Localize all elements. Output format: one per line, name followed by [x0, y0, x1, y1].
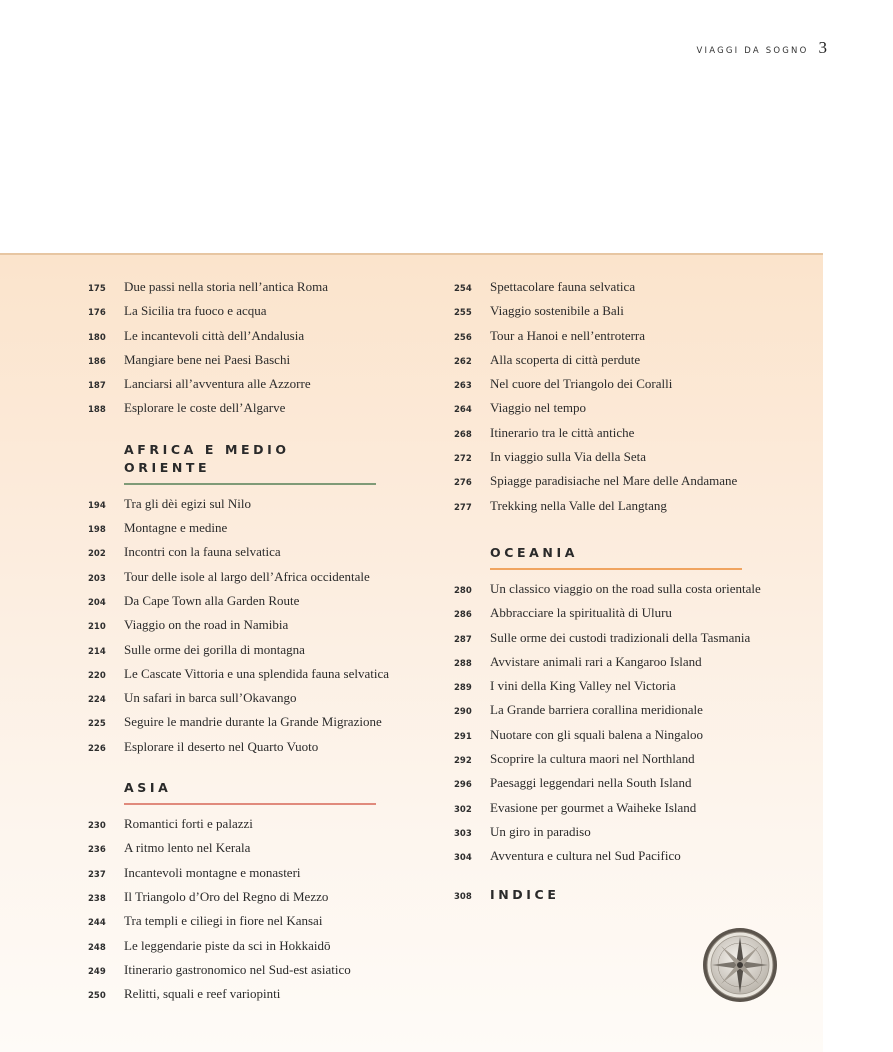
- toc-entry-page: 187: [88, 381, 106, 392]
- toc-entry[interactable]: [454, 425, 814, 449]
- toc-entry-title: Nel cuore del Triangolo dei Coralli: [490, 376, 673, 392]
- toc-entry-title: Mangiare bene nei Paesi Baschi: [124, 351, 291, 367]
- toc-entry-title: Da Cape Town alla Garden Route: [124, 592, 300, 608]
- toc-entry-page: 286: [454, 610, 472, 621]
- toc-group-asia-continued: [454, 279, 814, 522]
- toc-entry-page: 214: [88, 646, 106, 657]
- toc-entry[interactable]: [454, 702, 814, 726]
- toc-entry[interactable]: [454, 376, 814, 400]
- toc-entry[interactable]: [88, 496, 448, 520]
- toc-entry-title: Abbracciare la spiritualità di Uluru: [490, 605, 672, 621]
- toc-entry-page: 304: [454, 853, 472, 864]
- toc-entry-title: Itinerario gastronomico nel Sud-est asiatico: [124, 961, 351, 977]
- toc-entry[interactable]: [88, 544, 448, 568]
- section-heading-africa: [124, 441, 376, 485]
- toc-entry-page: 255: [454, 308, 472, 319]
- toc-entry-title: Sulle orme dei custodi tradizionali della Tasmania: [490, 629, 751, 645]
- toc-entry[interactable]: [88, 889, 448, 913]
- toc-entry[interactable]: [88, 617, 448, 641]
- toc-entry-title: Romantici forti e palazzi: [124, 816, 253, 832]
- toc-entry-title: Viaggio sostenibile a Bali: [490, 303, 624, 319]
- toc-entry-title: Tra templi e ciliegi in fiore nel Kansai: [124, 913, 323, 929]
- toc-entry[interactable]: [88, 962, 448, 986]
- toc-entry-page: 226: [88, 743, 106, 754]
- section-title-africa: AFRICA E MEDIO ORIENTE: [124, 441, 290, 475]
- toc-entry-title: Lanciarsi all’avventura alle Azzorre: [124, 376, 311, 392]
- toc-entry-title: Avvistare animali rari a Kangaroo Island: [490, 653, 702, 669]
- toc-entry-page: 248: [88, 942, 106, 953]
- toc-entry-page: 280: [454, 585, 472, 596]
- toc-entry[interactable]: [454, 848, 814, 872]
- toc-entry-title: Un safari in barca sull’Okavango: [124, 690, 297, 706]
- toc-entry-title: Viaggio on the road in Namibia: [124, 617, 289, 633]
- section-title-oceania: OCEANIA: [490, 544, 578, 560]
- toc-left-column: [88, 279, 448, 1010]
- toc-entry-title: I vini della King Valley nel Victoria: [490, 678, 676, 694]
- toc-entry[interactable]: [454, 678, 814, 702]
- toc-entry-page: 176: [88, 308, 106, 319]
- toc-entry-page: 224: [88, 695, 106, 706]
- toc-entry-title: Due passi nella storia nell’antica Roma: [124, 279, 328, 294]
- toc-entry-title: A ritmo lento nel Kerala: [124, 840, 251, 856]
- toc-entry-page: 262: [454, 356, 472, 367]
- toc-entry-page: 249: [88, 966, 106, 977]
- toc-entry-page: 289: [454, 683, 472, 694]
- toc-entry[interactable]: [454, 654, 814, 678]
- toc-entry[interactable]: [88, 593, 448, 617]
- section-title-asia: ASIA: [124, 780, 172, 796]
- toc-entry[interactable]: [88, 303, 448, 327]
- toc-entry-title: Avventura e cultura nel Sud Pacifico: [490, 848, 681, 864]
- toc-entry-page: 277: [454, 502, 472, 513]
- toc-entry[interactable]: [88, 279, 448, 303]
- toc-entry-page: 256: [454, 332, 472, 343]
- toc-entry-title: Montagne e medine: [124, 520, 228, 536]
- toc-entry-title: Evasione per gourmet a Waiheke Island: [490, 799, 697, 815]
- toc-entry-page: 287: [454, 634, 472, 645]
- toc-entry-page: 272: [454, 454, 472, 465]
- toc-entry[interactable]: [88, 865, 448, 889]
- toc-entry[interactable]: [88, 569, 448, 593]
- toc-entry[interactable]: [454, 303, 814, 327]
- toc-entry-title: Itinerario tra le città antiche: [490, 424, 635, 440]
- toc-entry-page: 290: [454, 707, 472, 718]
- toc-entry-page: 264: [454, 405, 472, 416]
- toc-entry-page: 250: [88, 991, 106, 1002]
- toc-entry[interactable]: [88, 400, 448, 424]
- running-title: VIAGGI DA SOGNO: [696, 46, 809, 56]
- toc-entry[interactable]: [454, 751, 814, 775]
- toc-group-africa: [88, 496, 448, 763]
- toc-entry-title: Esplorare le coste dell’Algarve: [124, 400, 286, 416]
- toc-entry-page: 276: [454, 478, 472, 489]
- toc-entry-page: 210: [88, 622, 106, 633]
- index-label: INDICE: [490, 886, 560, 902]
- toc-entry-title: Tour a Hanoi e nell’entroterra: [490, 327, 646, 343]
- toc-entry[interactable]: [88, 666, 448, 690]
- toc-entry[interactable]: [454, 824, 814, 848]
- toc-entry-title: Spiagge paradisiache nel Mare delle Andamane: [490, 473, 738, 489]
- toc-entry-page: 268: [454, 429, 472, 440]
- section-heading-asia: [124, 779, 376, 805]
- toc-entry-title: Seguire le mandrie durante la Grande Migrazione: [124, 714, 382, 730]
- toc-group-oceania: [454, 581, 814, 873]
- toc-entry-page: 296: [454, 780, 472, 791]
- compass-icon: [700, 925, 780, 1005]
- toc-entry-page: 254: [454, 284, 472, 294]
- toc-entry-title: Sulle orme dei gorilla di montagna: [124, 641, 305, 657]
- toc-entry-title: In viaggio sulla Via della Seta: [490, 449, 647, 465]
- toc-entry-title: La Sicilia tra fuoco e acqua: [124, 303, 267, 319]
- toc-entry-page: 292: [454, 756, 472, 767]
- toc-entry-title: Tour delle isole al largo dell’Africa occidentale: [124, 568, 370, 584]
- toc-group-europe: [88, 279, 448, 425]
- toc-entry-page: 302: [454, 804, 472, 815]
- toc-entry-page: 238: [88, 893, 106, 904]
- toc-entry-title: Nuotare con gli squali balena a Ningaloo: [490, 726, 703, 742]
- toc-entry-title: Un giro in paradiso: [490, 823, 591, 839]
- toc-entry[interactable]: [454, 775, 814, 799]
- toc-entry-page: 303: [454, 828, 472, 839]
- toc-entry[interactable]: [88, 352, 448, 376]
- toc-entry[interactable]: [454, 727, 814, 751]
- toc-entry[interactable]: [454, 279, 814, 303]
- toc-group-asia: [88, 816, 448, 1010]
- toc-entry[interactable]: [454, 352, 814, 376]
- toc-entry-page: 237: [88, 869, 106, 880]
- toc-entry-page: 188: [88, 405, 106, 416]
- toc-entry-title: Scoprire la cultura maori nel Northland: [490, 751, 695, 767]
- toc-entry-title: Le Cascate Vittoria e una splendida fauna selvatica: [124, 665, 390, 681]
- toc-entry[interactable]: [454, 473, 814, 497]
- toc-entry-title: Le incantevoli città dell’Andalusia: [124, 327, 305, 343]
- toc-right-column: [454, 279, 814, 902]
- toc-entry-title: Esplorare il deserto nel Quarto Vuoto: [124, 738, 319, 754]
- toc-entry-page: 194: [88, 500, 106, 511]
- index-entry[interactable]: [454, 887, 814, 902]
- toc-entry[interactable]: [88, 690, 448, 714]
- toc-entry-page: 230: [88, 821, 106, 832]
- toc-entry-title: Le leggendarie piste da sci in Hokkaidō: [124, 937, 331, 953]
- toc-entry[interactable]: [88, 376, 448, 400]
- page-number: 3: [818, 38, 827, 57]
- toc-entry[interactable]: [454, 449, 814, 473]
- toc-entry[interactable]: [88, 938, 448, 962]
- toc-entry-title: La Grande barriera corallina meridionale: [490, 702, 703, 718]
- toc-entry-page: 204: [88, 597, 106, 608]
- toc-entry-title: Il Triangolo d’Oro del Regno di Mezzo: [124, 888, 329, 904]
- toc-entry-page: 225: [88, 719, 106, 730]
- toc-entry[interactable]: [454, 328, 814, 352]
- running-head: [696, 38, 827, 58]
- toc-entry-page: 198: [88, 525, 106, 536]
- toc-entry[interactable]: [88, 642, 448, 666]
- toc-entry-title: Spettacolare fauna selvatica: [490, 279, 636, 294]
- toc-entry-title: Relitti, squali e reef variopinti: [124, 986, 281, 1002]
- toc-entry-title: Incontri con la fauna selvatica: [124, 544, 281, 560]
- toc-entry-title: Alla scoperta di città perdute: [490, 351, 641, 367]
- toc-entry-page: 180: [88, 332, 106, 343]
- toc-entry[interactable]: [454, 630, 814, 654]
- toc-entry[interactable]: [454, 581, 814, 605]
- toc-entry-page: 175: [88, 284, 106, 294]
- toc-entry-title: Paesaggi leggendari nella South Island: [490, 775, 692, 791]
- toc-entry[interactable]: [88, 816, 448, 840]
- toc-entry-title: Trekking nella Valle del Langtang: [490, 497, 667, 513]
- toc-entry[interactable]: [88, 986, 448, 1010]
- toc-entry[interactable]: [88, 714, 448, 738]
- toc-entry[interactable]: [88, 739, 448, 763]
- toc-entry-title: Viaggio nel tempo: [490, 400, 586, 416]
- toc-entry-title: Tra gli dèi egizi sul Nilo: [124, 495, 251, 511]
- toc-entry-page: 186: [88, 356, 106, 367]
- toc-entry[interactable]: [454, 605, 814, 629]
- toc-entry[interactable]: [454, 498, 814, 522]
- toc-entry-title: Un classico viaggio on the road sulla costa orientale: [490, 580, 761, 596]
- toc-entry-page: 244: [88, 918, 106, 929]
- toc-entry[interactable]: [88, 328, 448, 352]
- toc-entry-page: 288: [454, 658, 472, 669]
- toc-entry[interactable]: [88, 913, 448, 937]
- toc-entry[interactable]: [88, 520, 448, 544]
- index-page-number: 308: [454, 891, 472, 902]
- toc-entry[interactable]: [88, 840, 448, 864]
- toc-entry[interactable]: [454, 400, 814, 424]
- toc-entry-page: 202: [88, 549, 106, 560]
- toc-entry-page: 291: [454, 731, 472, 742]
- toc-entry-page: 236: [88, 845, 106, 856]
- toc-entry[interactable]: [454, 800, 814, 824]
- toc-entry-page: 263: [454, 381, 472, 392]
- toc-entry-title: Incantevoli montagne e monasteri: [124, 864, 301, 880]
- toc-entry-page: 203: [88, 573, 106, 584]
- section-heading-oceania: [490, 544, 742, 570]
- toc-entry-page: 220: [88, 670, 106, 681]
